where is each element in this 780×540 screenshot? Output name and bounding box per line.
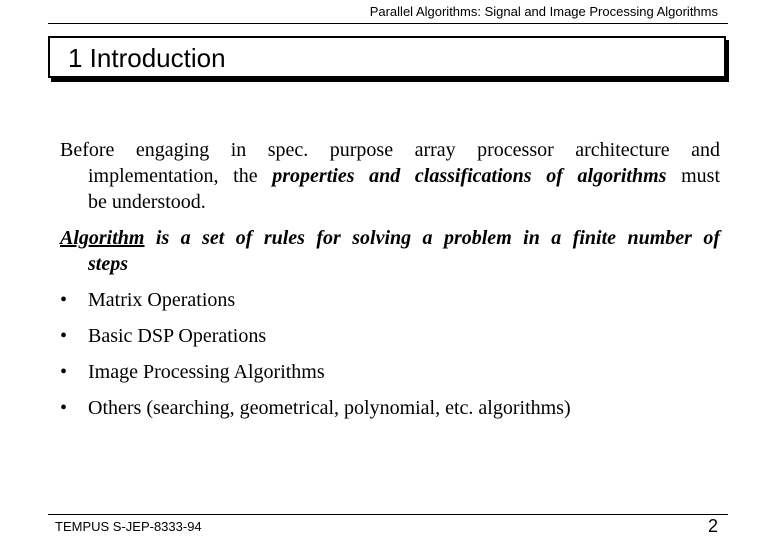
definition-text: is a set of rules for solving a problem in a finite number of bbox=[144, 227, 720, 249]
list-item bbox=[60, 323, 571, 359]
intro-emphasis: properties and classifications of algorithms bbox=[272, 165, 667, 187]
page-number: 2 bbox=[707, 516, 718, 536]
list-item-text: Basic DSP Operations bbox=[88, 325, 267, 347]
list-item bbox=[60, 287, 571, 323]
footer-project: TEMPUS S-JEP-8333-94 bbox=[55, 519, 202, 534]
running-header: Parallel Algorithms: Signal and Image Processing Algorithms bbox=[369, 4, 718, 19]
bullet-marker: • bbox=[60, 289, 68, 311]
bullet-marker: • bbox=[60, 361, 68, 383]
intro-line-2-start: implementation, the bbox=[88, 165, 273, 187]
intro-line-3: be understood. bbox=[88, 191, 206, 213]
definition-line-1 bbox=[60, 225, 720, 251]
intro-line-1: Before engaging in spec. purpose array processor architecture and bbox=[60, 139, 720, 161]
intro-line-2-end: must bbox=[666, 165, 720, 187]
bullet-marker: • bbox=[60, 397, 68, 419]
definition-paragraph bbox=[60, 225, 720, 277]
list-item-text: Matrix Operations bbox=[88, 289, 236, 311]
definition-line-2: steps bbox=[88, 253, 128, 275]
list-item bbox=[60, 359, 571, 395]
section-title: 1 Introduction bbox=[68, 43, 226, 73]
topic-list bbox=[60, 287, 571, 431]
intro-line-2 bbox=[60, 163, 720, 189]
definition-term: Algorithm bbox=[60, 227, 145, 249]
list-item-text: Image Processing Algorithms bbox=[88, 361, 325, 383]
list-item bbox=[60, 395, 571, 431]
footer-divider bbox=[48, 514, 728, 515]
header-divider bbox=[48, 23, 728, 24]
section-title-box bbox=[48, 36, 726, 78]
intro-paragraph bbox=[60, 137, 720, 215]
list-item-text: Others (searching, geometrical, polynomial, etc. algorithms) bbox=[88, 397, 571, 419]
bullet-marker: • bbox=[60, 325, 68, 347]
